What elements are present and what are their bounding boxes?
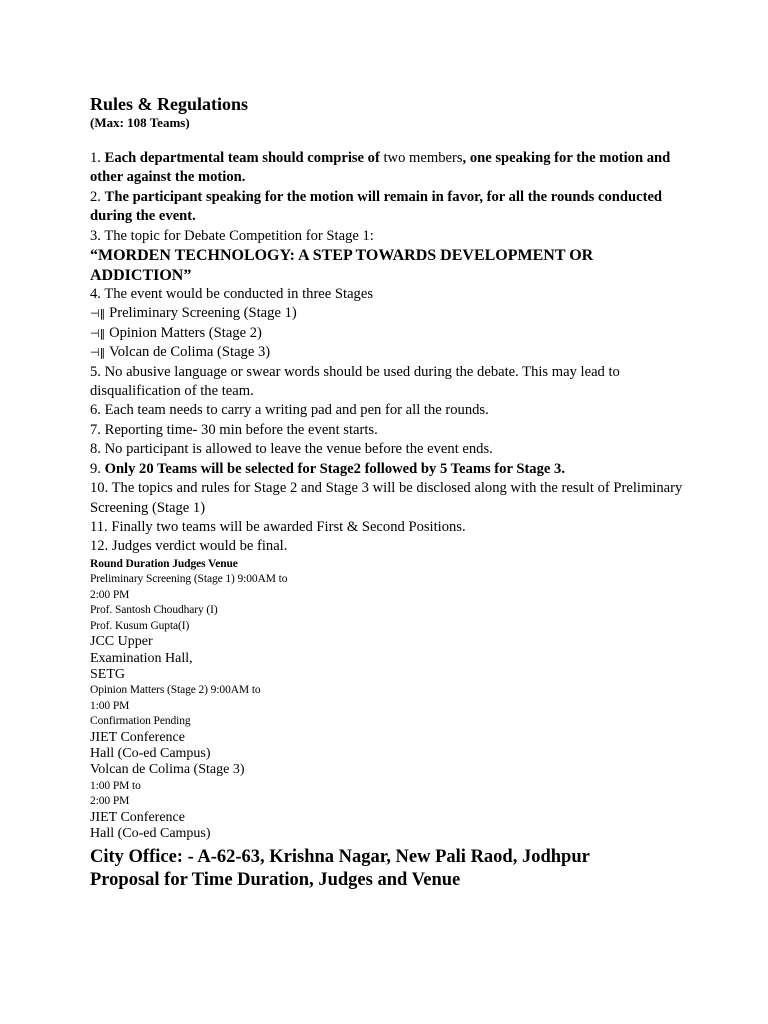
stage-list-item [90, 324, 690, 343]
stage-list-item [90, 343, 690, 362]
page-subtitle: (Max: 108 Teams) [90, 115, 190, 130]
schedule-time: 1:00 PM [90, 699, 130, 712]
rule-10: 10. The topics and rules for Stage 2 and Stage 3 will be disclosed along with the result of Preliminary Screening (Stage 1) [90, 480, 683, 516]
rule-text: Each departmental team should comprise of [104, 150, 384, 166]
stage-label: Volcan de Colima (Stage 3) [109, 344, 271, 361]
schedule-judge: Prof. Santosh Choudhary (I) [90, 604, 218, 617]
rule-number: 1. [90, 150, 105, 166]
schedule-venue: Hall (Co-ed Campus) [90, 745, 211, 761]
schedule-time: 2:00 PM [90, 588, 130, 601]
schedule-round: Preliminary Screening (Stage 1) 9:00AM to [90, 573, 288, 586]
city-office-address: City Office: - A-62-63, Krishna Nagar, New Pali Raod, Jodhpur [90, 847, 590, 868]
rule-text: , one speaking for the motion and other against the motion. [90, 150, 671, 186]
schedule-header: Round Duration Judges Venue [90, 557, 238, 570]
rule-text: Only 20 Teams will be selected for Stage2 followed by 5 Teams for Stage 3. [104, 460, 565, 477]
rule-number: 9. [90, 460, 105, 477]
rule-4: 4. The event would be conducted in three Stages [90, 286, 374, 303]
schedule-time: 2:00 PM [90, 795, 130, 807]
bullet-icon: ⊣‖ [90, 346, 106, 360]
rule-1 [90, 149, 690, 188]
rule-7: 7. Reporting time- 30 min before the event starts. [90, 421, 378, 438]
bullet-icon: ⊣‖ [90, 307, 106, 321]
rule-number: 2. [90, 188, 105, 205]
stage-label: Preliminary Screening (Stage 1) [109, 305, 297, 322]
rule-5: 5. No abusive language or swear words should be used during the debate. This may lead to [90, 363, 620, 380]
rule-text: The participant speaking for the motion will remain in favor, for all the rounds conducted during the event. [90, 188, 663, 225]
schedule-judge: Prof. Kusum Gupta(I) [90, 619, 190, 632]
stage-label: Opinion Matters (Stage 2) [109, 324, 262, 341]
page-title: Rules & Regulations [90, 94, 249, 114]
rule-5-continued: disqualification of the team. [90, 383, 254, 400]
schedule-round: Opinion Matters (Stage 2) 9:00AM to [90, 684, 261, 697]
schedule-venue: Hall (Co-ed Campus) [90, 825, 211, 841]
rule-11: 11. Finally two teams will be awarded First & Second Positions. [90, 518, 466, 535]
schedule-venue: SETG [90, 666, 125, 682]
schedule-venue: JCC Upper [90, 634, 153, 650]
schedule-round: Volcan de Colima (Stage 3) [90, 762, 245, 778]
schedule-venue: Examination Hall, [90, 650, 193, 666]
rule-12: 12. Judges verdict would be final. [90, 538, 288, 555]
debate-topic: “MORDEN TECHNOLOGY: A STEP TOWARDS DEVELOPMENT OR ADDICTION” [90, 247, 594, 284]
schedule-venue: JIET Conference [90, 729, 185, 745]
rule-3: 3. The topic for Debate Competition for Stage 1: [90, 227, 374, 244]
schedule-time: 1:00 PM to [90, 779, 141, 792]
rule-8: 8. No participant is allowed to leave the venue before the event ends. [90, 441, 493, 458]
rule-9 [90, 460, 690, 479]
bullet-icon: ⊣‖ [90, 326, 106, 340]
rule-text: two members [383, 150, 463, 166]
proposal-heading: Proposal for Time Duration, Judges and Venue [90, 870, 461, 891]
schedule-venue: JIET Conference [90, 809, 185, 825]
document-page [90, 93, 690, 892]
stage-list-item [90, 304, 690, 323]
schedule-judge: Confirmation Pending [90, 715, 191, 728]
rule-2 [90, 188, 690, 227]
rule-6: 6. Each team needs to carry a writing pad and pen for all the rounds. [90, 402, 489, 419]
